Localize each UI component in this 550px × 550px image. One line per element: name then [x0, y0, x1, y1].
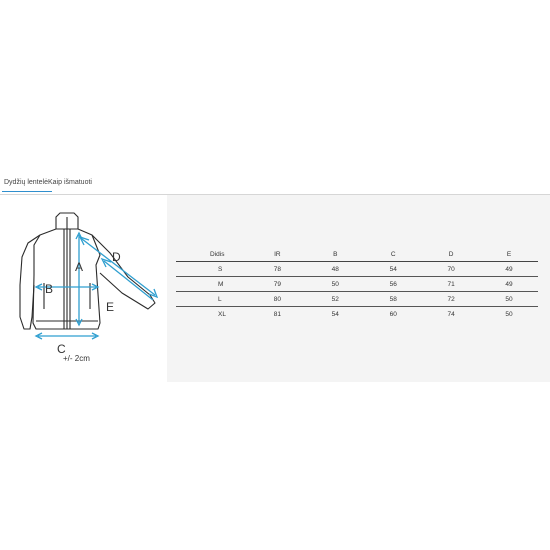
table-row — [176, 277, 538, 292]
table-cell: 79 — [248, 277, 306, 292]
tab-how-to-measure[interactable]: Kaip išmatuoti — [48, 179, 92, 186]
label-c: C — [57, 342, 66, 356]
size-table-panel — [167, 195, 550, 382]
table-cell: 52 — [306, 292, 364, 307]
header-d: D — [422, 247, 480, 262]
table-cell: 71 — [422, 277, 480, 292]
table-cell: 50 — [306, 277, 364, 292]
tolerance-note: +/- 2cm — [63, 354, 90, 363]
tab-bar — [0, 176, 550, 195]
tab-size-chart[interactable]: Dydžių lentelė — [4, 179, 48, 186]
table-cell: 50 — [505, 310, 513, 318]
table-cell: 80 — [248, 292, 306, 307]
header-ir: IR — [248, 247, 306, 262]
table-cell: L — [176, 292, 248, 307]
jacket-measurement-diagram — [0, 205, 165, 375]
table-cell: 60 — [389, 310, 397, 318]
header-e: E — [480, 247, 538, 262]
table-cell: S — [176, 262, 248, 277]
table-cell: 54 — [364, 262, 422, 277]
table-row — [176, 307, 538, 322]
label-a: A — [75, 260, 84, 274]
table-cell: 58 — [364, 292, 422, 307]
table-cell: 49 — [480, 262, 538, 277]
table-cell: 56 — [364, 277, 422, 292]
header-c: C — [364, 247, 422, 262]
measure-e-line — [104, 261, 153, 300]
table-row — [176, 292, 538, 307]
table-cell: 74 — [447, 310, 455, 318]
table-cell: 72 — [422, 292, 480, 307]
size-table — [176, 247, 538, 321]
table-cell: M — [176, 277, 248, 292]
table-cell: XL — [218, 310, 226, 318]
table-row — [176, 262, 538, 277]
table-cell: 78 — [248, 262, 306, 277]
header-size: Didis — [176, 247, 248, 262]
table-cell: 70 — [422, 262, 480, 277]
table-header-row — [176, 247, 538, 262]
label-e: E — [106, 300, 115, 314]
table-cell: 50 — [480, 292, 538, 307]
label-b: B — [45, 282, 54, 296]
jacket-outline-icon — [20, 213, 155, 329]
table-cell: 48 — [306, 262, 364, 277]
table-cell: 49 — [480, 277, 538, 292]
table-cell: 54 — [331, 310, 339, 318]
label-d: D — [112, 250, 121, 264]
header-b: B — [306, 247, 364, 262]
table-cell: 81 — [273, 310, 281, 318]
